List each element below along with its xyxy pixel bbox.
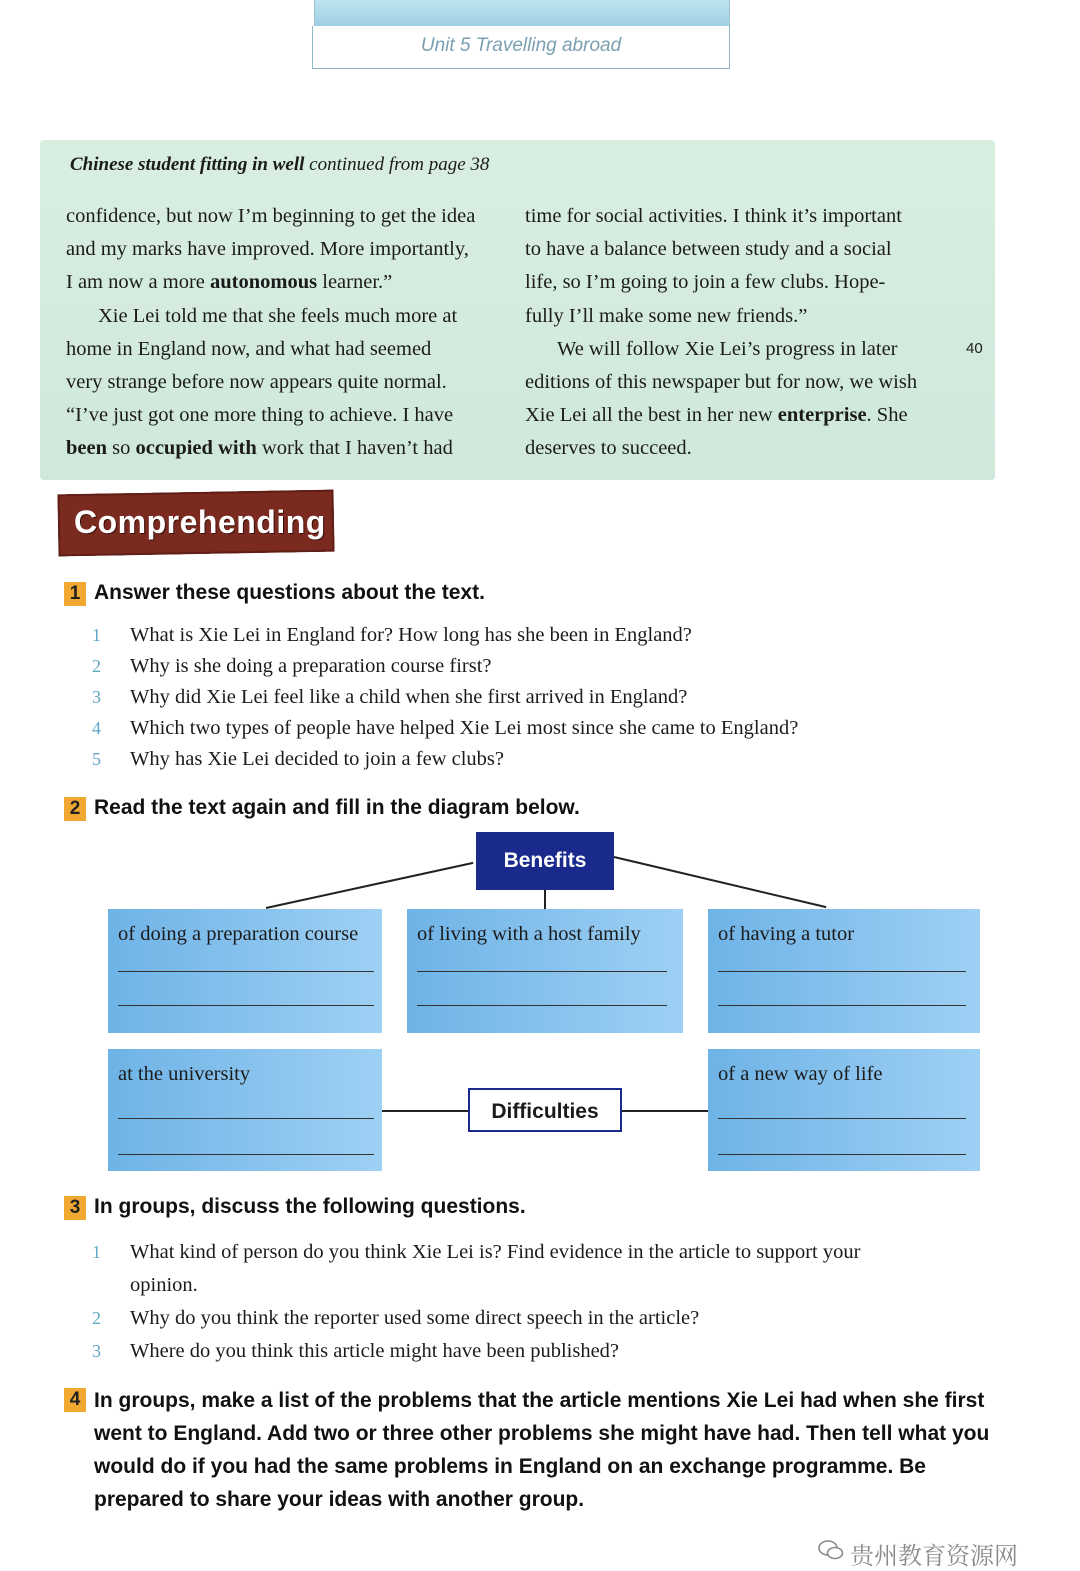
article-line [66,300,500,333]
article-text: Xie Lei told me that she feels much more at [98,304,458,327]
article-text: so [107,437,136,460]
bold-vocabulary: been [66,437,107,460]
bold-vocabulary: autonomous [210,271,318,294]
task-number-badge: 4 [64,1388,86,1412]
question-number: 1 [92,625,101,645]
article-text: “I’ve just got one more thing to achieve. I have [66,404,454,427]
question-text: Why do you think the reporter used some direct speech in the article? [130,1307,700,1329]
answer-line[interactable] [718,1118,966,1119]
article-text: time for social activities. I think it’s important [525,205,902,227]
question-text: Which two types of people have helped Xie Lei most since she came to England? [130,717,799,739]
question-number: 2 [92,1308,101,1328]
question-number: 5 [92,749,101,769]
wechat-icon [818,1540,844,1560]
article-line [525,233,957,266]
diagram-box-label: of doing a preparation course [118,923,359,945]
watermark-text: 贵州教育资源网 [850,1542,1018,1570]
article-text: work that I haven’t had [256,437,453,460]
question-number: 4 [92,718,101,738]
article-text: home in England now, and what had seemed [66,337,432,360]
article-left-column [66,200,500,466]
question-text: Where do you think this article might have been published? [130,1340,620,1362]
article-text: editions of this newspaper but for now, we wish [525,371,918,394]
answer-line[interactable] [718,1005,966,1006]
diagram-connector [382,1110,468,1112]
diagram-box-university [108,1049,382,1171]
section-title: Comprehending [74,504,326,540]
question-number: 1 [92,1242,101,1262]
article-text: to have a balance between study and a social [525,238,892,261]
benefits-box: Benefits [476,832,614,890]
article-text: fully I’ll make some new friends.” [525,304,808,327]
unit-header [312,26,730,69]
line-number: 40 [966,340,983,357]
article-text: very strange before now appears quite normal. [66,371,447,394]
diagram-box-tutor [708,909,980,1033]
answer-line[interactable] [118,1154,374,1155]
article-text: and my marks have improved. More importantly, [66,238,469,261]
question-text: opinion. [130,1274,198,1296]
article-text: I am now a more [66,271,211,294]
unit-title: Unit 5 Travelling abroad [420,35,622,56]
task3-title: In groups, discuss the following questions. [94,1195,526,1218]
question-number: 3 [92,1341,101,1361]
article-line [66,333,500,366]
article-text: Xie Lei all the best in her new [525,404,778,427]
task-number-badge: 2 [64,797,86,821]
answer-line[interactable] [718,971,966,972]
article-line [525,432,957,465]
article-line [525,366,957,399]
article-text: deserves to succeed. [525,437,692,460]
diagram-box-preparation-course [108,909,382,1033]
article-text: learner.” [317,271,393,294]
article-text: confidence, but now I’m beginning to get the idea [66,205,476,227]
article-caption [70,154,489,176]
answer-line[interactable] [118,1118,374,1119]
article-line [525,333,957,366]
answer-line[interactable] [417,1005,667,1006]
task-number-badge: 3 [64,1196,86,1220]
answer-line[interactable] [118,1005,374,1006]
diagram-connector [614,856,827,908]
article-line [66,366,500,399]
article-line [66,432,500,465]
answer-line[interactable] [417,971,667,972]
caption-continued: continued from page 38 [304,154,490,175]
bold-vocabulary: enterprise [777,404,867,427]
diagram-connector [544,890,546,910]
question-number: 2 [92,656,101,676]
article-line [525,300,957,333]
question-text: Why is she doing a preparation course first? [130,655,492,677]
diagram-box-label: of having a tutor [718,923,855,945]
task2-title: Read the text again and fill in the diagram below. [94,796,580,819]
diagram-connector [266,862,474,909]
task-number-badge: 1 [64,582,86,606]
article-text: life, so I’m going to join a few clubs. Hope- [525,271,886,294]
question-text: What kind of person do you think Xie Lei is? Find evidence in the article to support your [130,1241,861,1263]
diagram-box-label: of a new way of life [718,1063,883,1085]
question-text: Why did Xie Lei feel like a child when she first arrived in England? [130,686,688,708]
article-line [525,399,957,432]
article-line [66,399,500,432]
task4-instructions: In groups, make a list of the problems that the article mentions Xie Lei had when she first went to England. Add two or three other problems she might have had. Then tell what you would do if you had the same problems in England on an exchange programme. Be prepared to share your ideas with another group. [94,1389,990,1511]
diagram-box-label: at the university [118,1063,251,1085]
bold-vocabulary: occupied with [135,437,257,460]
header-banner-image [314,0,730,27]
article-line [525,266,957,299]
article-line [66,233,500,266]
caption-headline: Chinese student fitting in well [70,154,305,175]
article-text: We will follow Xie Lei’s progress in later [557,337,898,360]
question-text: What is Xie Lei in England for? How long has she been in England? [130,624,692,646]
answer-line[interactable] [718,1154,966,1155]
task1-title: Answer these questions about the text. [94,581,485,604]
article-line [66,200,500,233]
article-line [525,200,957,233]
answer-line[interactable] [118,971,374,972]
article-right-column [525,200,957,466]
article-text: . She [866,404,908,427]
diagram-connector [622,1110,708,1112]
diagram-box-new-way-of-life [708,1049,980,1171]
difficulties-box: Difficulties [468,1088,622,1132]
question-number: 3 [92,687,101,707]
diagram-box-label: of living with a host family [417,923,641,945]
article-line [66,266,500,299]
question-text: Why has Xie Lei decided to join a few clubs? [130,748,504,770]
diagram-box-host-family [407,909,683,1033]
